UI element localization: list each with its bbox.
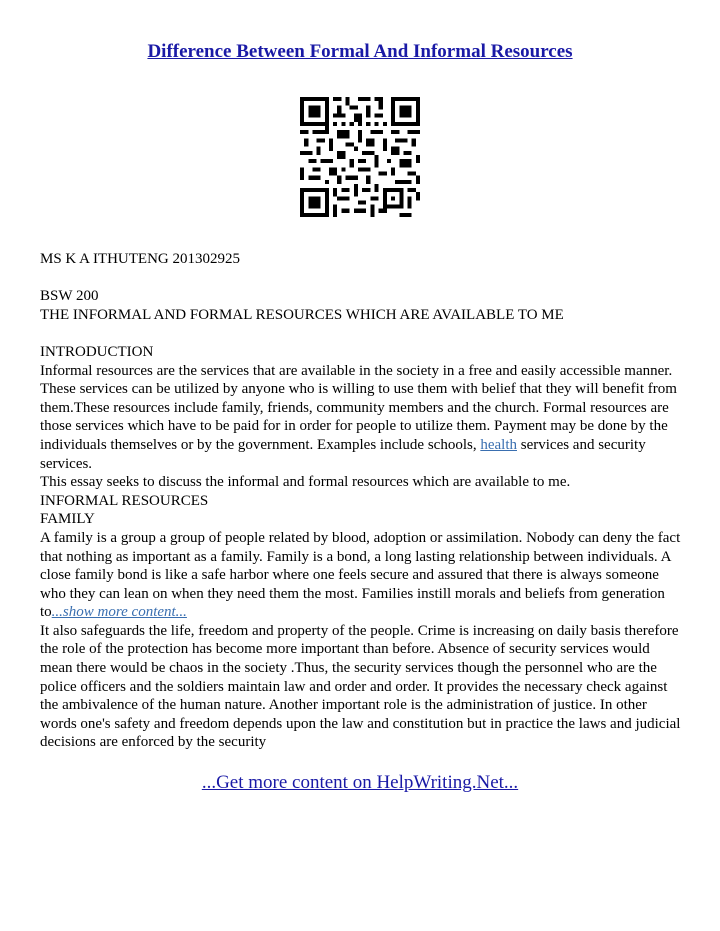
- qr-code-icon: [300, 97, 420, 217]
- intro-heading: INTRODUCTION: [40, 343, 154, 360]
- family-text: A family is a group a group of people related by blood, adoption or assimilation. Nobody can deny the fact that nothing as important as a family. Family is a bond, a long lasting relationship between individuals. A close family bond is like a safe harbor where one feels secure and assured that there is always someone who they can lean on when they need them the most. Families instill morals and beliefs from generation to: [40, 529, 681, 621]
- author-line: MS K A ITHUTENG 201302925: [40, 251, 241, 267]
- informal-resources-heading: INFORMAL RESOURCES: [40, 492, 209, 509]
- course-line: BSW 200: [40, 288, 99, 305]
- title-link[interactable]: Difference Between Formal And Informal Resources: [147, 41, 573, 62]
- family-paragraph: [40, 529, 686, 622]
- intro-text-before-link: Informal resources are the services that are available in the society in a free and easily accessible manner. These services can be utilized by anyone who is willing to use them with belief that they will benefit from them.These resources include family, friends, community members and the church. Formal resources are those services which have to be paid for in order for people to utilize them. Payment may be done by the individuals themselves or by the government. Examples include schools,: [40, 362, 677, 453]
- get-more-content-link[interactable]: ...Get more content on HelpWriting.Net...: [201, 772, 519, 793]
- page-title: [0, 40, 720, 64]
- subject-line: THE INFORMAL AND FORMAL RESOURCES WHICH ARE AVAILABLE TO ME: [40, 306, 564, 323]
- essay-body: [40, 250, 686, 752]
- intro-text-after-link: services and security services.: [40, 436, 646, 472]
- security-paragraph: It also safeguards the life, freedom and property of the people. Crime is increasing on daily basis therefore the role of the protection has become more important than before. Absence of security services would mean there would be chaos in the society .Thus, the security services though the personnel who are the police officers and the soldiers maintain law and order and order. It provides the necessary check against the ambivalence of the human nature. Another important role is the administration of justice. In other words one's safety and freedom depends upon the law and constitution but in practice the laws and judicial decisions are enforced by the security: [40, 622, 681, 751]
- intro-paragraph: [40, 362, 686, 474]
- family-heading: FAMILY: [40, 511, 95, 528]
- show-more-link[interactable]: ...show more content...: [51, 604, 187, 621]
- footer: [0, 771, 720, 795]
- essay-purpose: This essay seeks to discuss the informal and formal resources which are available to me.: [40, 474, 571, 491]
- health-link[interactable]: health: [480, 436, 517, 453]
